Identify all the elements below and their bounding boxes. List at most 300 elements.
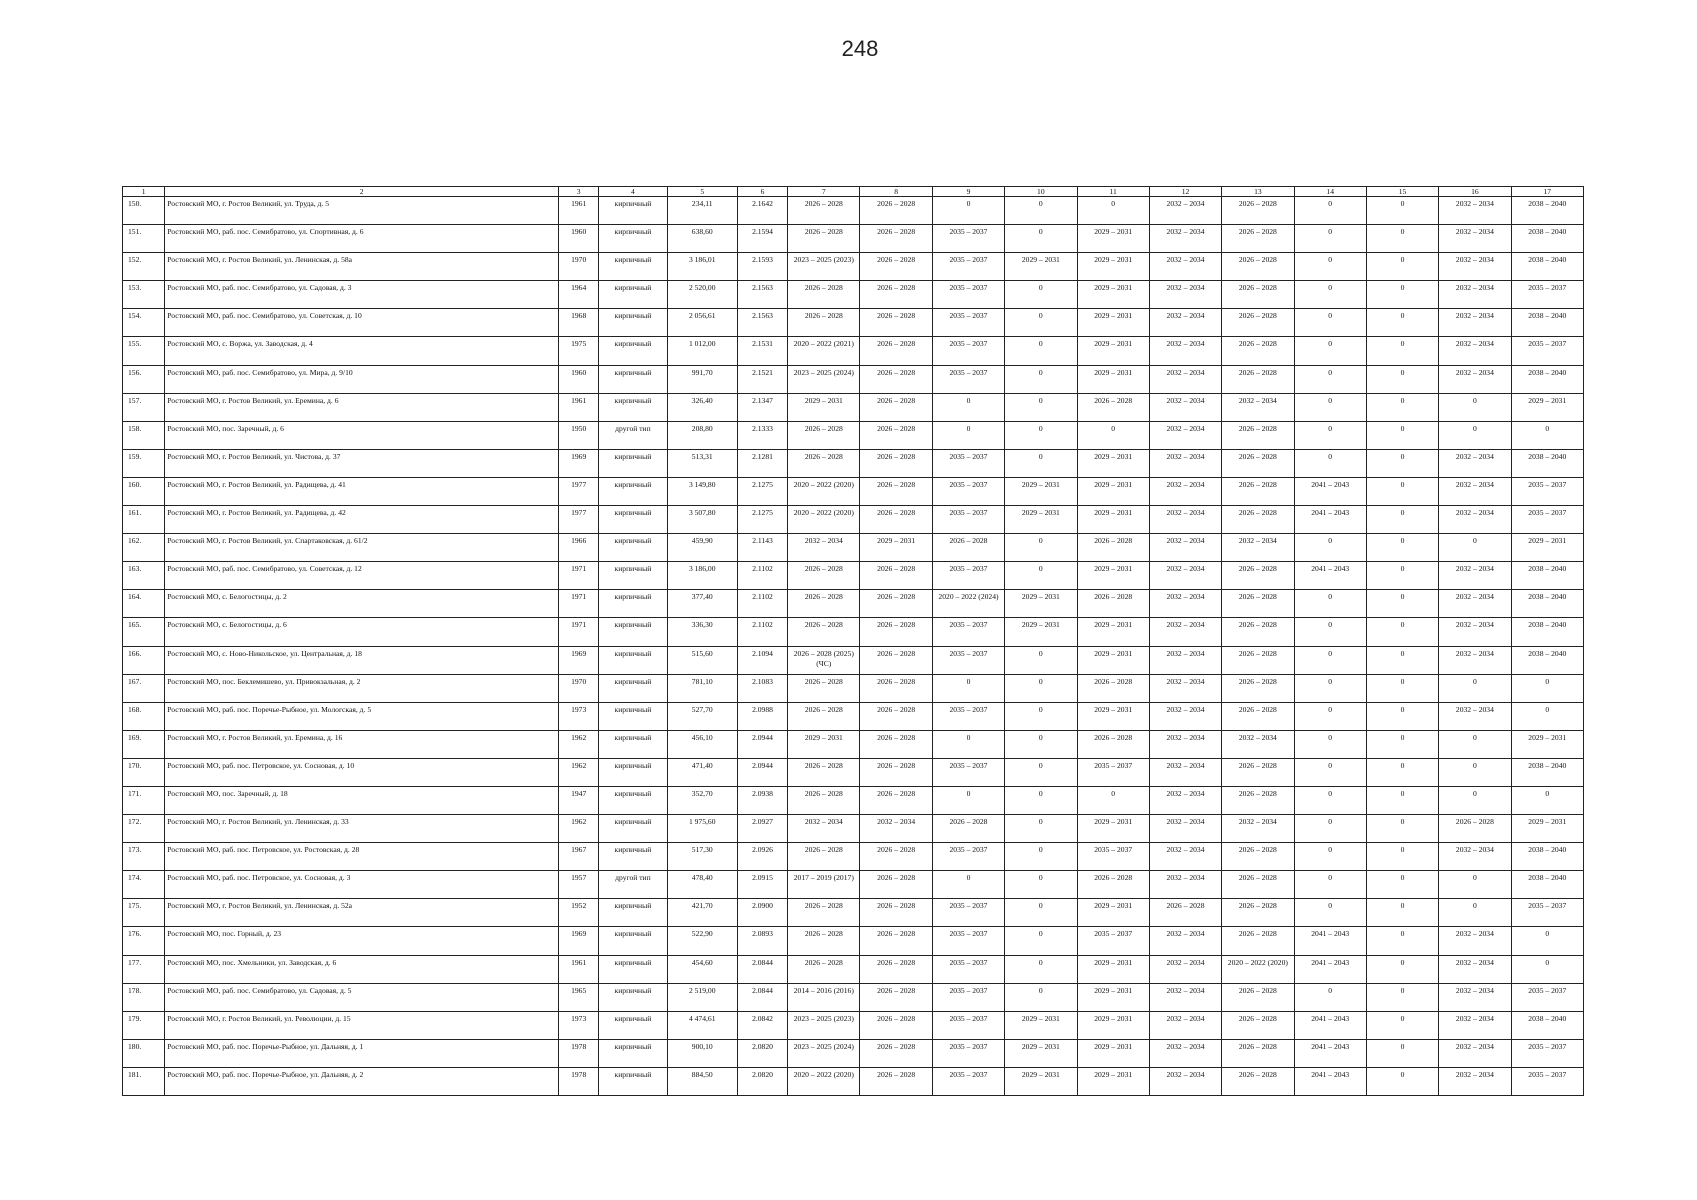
table-cell: кирпичный [599, 955, 667, 983]
table-cell: 0 [1294, 534, 1366, 562]
table-cell: 0 [1366, 674, 1438, 702]
table-cell: 0 [1294, 871, 1366, 899]
table-cell: 2035 – 2037 [932, 646, 1004, 674]
table-cell: 2032 – 2034 [1149, 730, 1221, 758]
table-cell: 2026 – 2028 [860, 955, 932, 983]
table-cell: 2032 – 2034 [1149, 815, 1221, 843]
table-cell: 2032 – 2034 [860, 815, 932, 843]
table-cell: 2029 – 2031 [1005, 1011, 1077, 1039]
table-cell: 163. [123, 562, 165, 590]
table-cell: 2026 – 2028 [860, 899, 932, 927]
table-cell: кирпичный [599, 674, 667, 702]
table-cell: 2026 – 2028 [1077, 590, 1149, 618]
table-cell: Ростовский МО, пос. Горный, д. 23 [165, 927, 559, 955]
table-cell: 2.0900 [737, 899, 787, 927]
table-cell: 2026 – 2028 [1077, 730, 1149, 758]
column-header: 14 [1294, 187, 1366, 197]
table-cell: 2.0988 [737, 702, 787, 730]
table-cell: 0 [1005, 758, 1077, 786]
table-cell: 2026 – 2028 [1222, 983, 1294, 1011]
table-cell: 0 [1294, 899, 1366, 927]
table-cell: 0 [1366, 786, 1438, 814]
table-cell: 2035 – 2037 [1077, 843, 1149, 871]
table-cell: 2026 – 2028 [1222, 871, 1294, 899]
column-header: 8 [860, 187, 932, 197]
table-cell: 0 [1294, 197, 1366, 225]
table-row [123, 197, 1584, 225]
table-cell: 2026 – 2028 [1077, 393, 1149, 421]
table-cell: 0 [1366, 562, 1438, 590]
table-cell: 0 [1294, 646, 1366, 674]
table-cell: 2032 – 2034 [1149, 758, 1221, 786]
table-cell: кирпичный [599, 702, 667, 730]
table-cell: 0 [1005, 815, 1077, 843]
table-cell: 0 [1005, 646, 1077, 674]
table-cell: 2032 – 2034 [1149, 477, 1221, 505]
table-cell: 2029 – 2031 [788, 393, 860, 421]
table-cell: 2035 – 2037 [932, 309, 1004, 337]
table-cell: 1960 [559, 365, 599, 393]
table-cell: 2035 – 2037 [932, 955, 1004, 983]
table-cell: 0 [932, 674, 1004, 702]
table-cell: 1967 [559, 843, 599, 871]
table-cell: 177. [123, 955, 165, 983]
table-cell: 2032 – 2034 [1439, 477, 1511, 505]
table-cell: 2026 – 2028 [932, 534, 1004, 562]
table-cell: 1961 [559, 955, 599, 983]
table-cell: 2035 – 2037 [1511, 506, 1583, 534]
table-cell: 0 [1366, 1039, 1438, 1067]
table-cell: 0 [1005, 337, 1077, 365]
column-header: 11 [1077, 187, 1149, 197]
table-cell: 2032 – 2034 [1149, 281, 1221, 309]
table-cell: 2020 – 2022 (2020) [788, 1067, 860, 1095]
table-cell: 2029 – 2031 [1077, 365, 1149, 393]
column-header: 12 [1149, 187, 1221, 197]
table-cell: 2026 – 2028 [860, 786, 932, 814]
table-cell: 2026 – 2028 [1222, 477, 1294, 505]
table-cell: 0 [1005, 281, 1077, 309]
table-cell: 164. [123, 590, 165, 618]
table-cell: 2029 – 2031 [1077, 309, 1149, 337]
table-cell: 2029 – 2031 [1005, 590, 1077, 618]
table-cell: 2026 – 2028 [788, 927, 860, 955]
table-cell: 2026 – 2028 [1222, 674, 1294, 702]
table-cell: 2032 – 2034 [1149, 197, 1221, 225]
table-cell: 352,70 [667, 786, 737, 814]
table-cell: 0 [1005, 562, 1077, 590]
table-cell: Ростовский МО, г. Ростов Великий, ул. Спартаковская, д. 61/2 [165, 534, 559, 562]
table-cell: 0 [932, 393, 1004, 421]
table-cell: 2029 – 2031 [1005, 506, 1077, 534]
table-row [123, 393, 1584, 421]
table-cell: 2020 – 2022 (2020) [1222, 955, 1294, 983]
table-row [123, 1067, 1584, 1095]
table-cell: 2.1275 [737, 477, 787, 505]
table-cell: 2026 – 2028 [1222, 421, 1294, 449]
table-cell: 2026 – 2028 [1222, 843, 1294, 871]
table-cell: Ростовский МО, г. Ростов Великий, ул. Еремина, д. 6 [165, 393, 559, 421]
table-cell: 2032 – 2034 [788, 815, 860, 843]
table-cell: Ростовский МО, г. Ростов Великий, ул. Радищева, д. 41 [165, 477, 559, 505]
table-cell: 2032 – 2034 [788, 534, 860, 562]
table-cell: 3 186,00 [667, 562, 737, 590]
table-cell: 2041 – 2043 [1294, 1067, 1366, 1095]
table-cell: 1969 [559, 927, 599, 955]
table-cell: 162. [123, 534, 165, 562]
column-header: 1 [123, 187, 165, 197]
table-cell: 2029 – 2031 [1077, 506, 1149, 534]
table-cell: 2026 – 2028 [1222, 1011, 1294, 1039]
table-cell: 181. [123, 1067, 165, 1095]
table-row [123, 365, 1584, 393]
table-cell: 2035 – 2037 [932, 337, 1004, 365]
table-cell: 1960 [559, 225, 599, 253]
table-cell: 2035 – 2037 [932, 1011, 1004, 1039]
table-cell: 2.0842 [737, 1011, 787, 1039]
table-cell: кирпичный [599, 477, 667, 505]
table-row [123, 871, 1584, 899]
table-cell: 2032 – 2034 [1439, 449, 1511, 477]
table-cell: Ростовский МО, г. Ростов Великий, ул. Ленинская, д. 58а [165, 253, 559, 281]
column-header: 15 [1366, 187, 1438, 197]
table-cell: 165. [123, 618, 165, 646]
table-cell: 2026 – 2028 [788, 421, 860, 449]
table-row [123, 786, 1584, 814]
table-cell: 175. [123, 899, 165, 927]
table-cell: 2023 – 2025 (2024) [788, 365, 860, 393]
table-cell: 2032 – 2034 [1439, 927, 1511, 955]
table-cell: 2023 – 2025 (2023) [788, 253, 860, 281]
table-cell: 2020 – 2022 (2020) [788, 477, 860, 505]
table-cell: 2026 – 2028 [788, 309, 860, 337]
table-cell: кирпичный [599, 337, 667, 365]
table-cell: 1964 [559, 281, 599, 309]
table-row [123, 815, 1584, 843]
table-cell: 2035 – 2037 [1511, 477, 1583, 505]
table-cell: 2026 – 2028 [860, 365, 932, 393]
table-cell: 2029 – 2031 [1511, 730, 1583, 758]
table-cell: 0 [932, 197, 1004, 225]
table-cell: 2032 – 2034 [1149, 983, 1221, 1011]
table-cell: 2029 – 2031 [1077, 983, 1149, 1011]
table-cell: 0 [1294, 281, 1366, 309]
table-cell: 2026 – 2028 [1222, 449, 1294, 477]
table-cell: Ростовский МО, пос. Заречный, д. 6 [165, 421, 559, 449]
table-cell: 2029 – 2031 [1077, 618, 1149, 646]
table-cell: 1 012,00 [667, 337, 737, 365]
table-cell: 234,11 [667, 197, 737, 225]
table-cell: 0 [1005, 393, 1077, 421]
table-cell: 2026 – 2028 [860, 674, 932, 702]
table-cell: 2026 – 2028 [860, 618, 932, 646]
table-cell: кирпичный [599, 786, 667, 814]
table-cell: 174. [123, 871, 165, 899]
table-cell: 2026 – 2028 [788, 197, 860, 225]
table-cell: 2038 – 2040 [1511, 1011, 1583, 1039]
table-cell: 2026 – 2028 [1077, 534, 1149, 562]
table-cell: 2032 – 2034 [1439, 281, 1511, 309]
table-cell: 2026 – 2028 [860, 449, 932, 477]
table-cell: 2032 – 2034 [1149, 309, 1221, 337]
table-cell: 2.1143 [737, 534, 787, 562]
table-cell: 2032 – 2034 [1149, 702, 1221, 730]
table-cell: 157. [123, 393, 165, 421]
table-cell: Ростовский МО, г. Ростов Великий, ул. Труда, д. 5 [165, 197, 559, 225]
table-cell: кирпичный [599, 815, 667, 843]
table-row [123, 590, 1584, 618]
table-row [123, 253, 1584, 281]
table-cell: 513,31 [667, 449, 737, 477]
table-cell: Ростовский МО, с. Ново-Никольское, ул. Центральная, д. 18 [165, 646, 559, 674]
table-cell: 2029 – 2031 [1005, 618, 1077, 646]
table-body [123, 197, 1584, 1096]
table-cell: 0 [1439, 899, 1511, 927]
table-cell: 0 [1366, 365, 1438, 393]
table-cell: 2026 – 2028 [860, 393, 932, 421]
table-cell: кирпичный [599, 1039, 667, 1067]
table-cell: 0 [1005, 955, 1077, 983]
table-cell: 0 [1294, 983, 1366, 1011]
table-cell: 2.0926 [737, 843, 787, 871]
table-cell: 2026 – 2028 [1222, 702, 1294, 730]
table-cell: Ростовский МО, раб. пос. Семибратово, ул. Спортивная, д. 6 [165, 225, 559, 253]
table-cell: 0 [1005, 674, 1077, 702]
table-cell: 2032 – 2034 [1439, 562, 1511, 590]
table-cell: 2.1102 [737, 618, 787, 646]
table-cell: 2032 – 2034 [1439, 702, 1511, 730]
table-cell: 1977 [559, 506, 599, 534]
table-cell: 2038 – 2040 [1511, 618, 1583, 646]
table-cell: 3 149,80 [667, 477, 737, 505]
table-cell: кирпичный [599, 365, 667, 393]
table-cell: 2029 – 2031 [788, 730, 860, 758]
table-cell: 2038 – 2040 [1511, 646, 1583, 674]
table-row [123, 225, 1584, 253]
table-cell: 1950 [559, 421, 599, 449]
table-cell: 2035 – 2037 [1511, 1067, 1583, 1095]
table-cell: 2041 – 2043 [1294, 506, 1366, 534]
table-cell: 0 [932, 786, 1004, 814]
table-cell: 336,30 [667, 618, 737, 646]
table-cell: кирпичный [599, 590, 667, 618]
table-cell: 527,70 [667, 702, 737, 730]
table-cell: 2035 – 2037 [1077, 758, 1149, 786]
table-cell: 2032 – 2034 [1439, 309, 1511, 337]
table-cell: 1969 [559, 646, 599, 674]
table-cell: 1957 [559, 871, 599, 899]
table-cell: кирпичный [599, 506, 667, 534]
table-cell: 0 [1005, 899, 1077, 927]
table-cell: 0 [932, 871, 1004, 899]
table-cell: 2026 – 2028 [1077, 871, 1149, 899]
table-cell: 0 [1294, 393, 1366, 421]
table-cell: 2041 – 2043 [1294, 1039, 1366, 1067]
table-cell: 2035 – 2037 [932, 253, 1004, 281]
column-header: 7 [788, 187, 860, 197]
table-row [123, 674, 1584, 702]
table-cell: 0 [1005, 843, 1077, 871]
table-cell: 0 [1511, 674, 1583, 702]
table-cell: кирпичный [599, 225, 667, 253]
table-cell: Ростовский МО, пос. Заречный, д. 18 [165, 786, 559, 814]
table-cell: 2035 – 2037 [932, 562, 1004, 590]
table-row [123, 702, 1584, 730]
table-cell: 0 [1366, 843, 1438, 871]
table-cell: 2038 – 2040 [1511, 449, 1583, 477]
table-cell: 2032 – 2034 [1149, 506, 1221, 534]
table-cell: 456,10 [667, 730, 737, 758]
table-cell: 2032 – 2034 [1149, 449, 1221, 477]
table-row [123, 983, 1584, 1011]
table-row [123, 758, 1584, 786]
column-header: 6 [737, 187, 787, 197]
table-cell: 2038 – 2040 [1511, 758, 1583, 786]
table-cell: 2.0927 [737, 815, 787, 843]
table-cell: кирпичный [599, 393, 667, 421]
table-cell: 2032 – 2034 [1439, 506, 1511, 534]
table-cell: 0 [1294, 225, 1366, 253]
table-cell: 2032 – 2034 [1149, 562, 1221, 590]
table-cell: 2035 – 2037 [932, 281, 1004, 309]
table-cell: 2029 – 2031 [1511, 534, 1583, 562]
table-row [123, 477, 1584, 505]
table-cell: 2032 – 2034 [1149, 1067, 1221, 1095]
table-cell: 0 [1005, 534, 1077, 562]
table-cell: кирпичный [599, 253, 667, 281]
table-cell: 781,10 [667, 674, 737, 702]
table-cell: 2026 – 2028 [860, 983, 932, 1011]
table-cell: 2026 – 2028 [788, 843, 860, 871]
table-cell: 0 [1005, 449, 1077, 477]
table-cell: 2026 – 2028 [860, 421, 932, 449]
table-cell: 2029 – 2031 [860, 534, 932, 562]
table-cell: 2032 – 2034 [1149, 253, 1221, 281]
table-cell: 0 [1439, 730, 1511, 758]
table-cell: 2035 – 2037 [932, 225, 1004, 253]
table-cell: 0 [1005, 786, 1077, 814]
table-row [123, 730, 1584, 758]
table-cell: 2032 – 2034 [1149, 393, 1221, 421]
table-cell: 2026 – 2028 [788, 758, 860, 786]
table-row [123, 337, 1584, 365]
table-cell: 2029 – 2031 [1077, 1067, 1149, 1095]
table-cell: 2035 – 2037 [932, 449, 1004, 477]
table-cell: 2026 – 2028 [1222, 309, 1294, 337]
table-cell: 900,10 [667, 1039, 737, 1067]
table-cell: 1975 [559, 337, 599, 365]
table-cell: 0 [1005, 225, 1077, 253]
table-cell: 638,60 [667, 225, 737, 253]
table-cell: 2029 – 2031 [1077, 562, 1149, 590]
table-cell: 159. [123, 449, 165, 477]
table-cell: 2041 – 2043 [1294, 955, 1366, 983]
table-cell: кирпичный [599, 1011, 667, 1039]
table-cell: 0 [1366, 927, 1438, 955]
table-cell: 2032 – 2034 [1439, 337, 1511, 365]
table-cell: 0 [1511, 702, 1583, 730]
table-cell: 2029 – 2031 [1077, 646, 1149, 674]
table-cell: 522,90 [667, 927, 737, 955]
table-cell: 2026 – 2028 [860, 1067, 932, 1095]
table-cell: 0 [1366, 1011, 1438, 1039]
table-cell: 2.0938 [737, 786, 787, 814]
table-cell: 2038 – 2040 [1511, 197, 1583, 225]
table-cell: 2035 – 2037 [932, 365, 1004, 393]
table-cell: 2026 – 2028 [1222, 1039, 1294, 1067]
table-cell: 0 [1005, 871, 1077, 899]
table-cell: 1962 [559, 815, 599, 843]
table-cell: 2032 – 2034 [1439, 843, 1511, 871]
table-cell: 2032 – 2034 [1149, 786, 1221, 814]
table-cell: 0 [1005, 309, 1077, 337]
table-cell: 2.1275 [737, 506, 787, 534]
table-cell: 2026 – 2028 [788, 702, 860, 730]
table-cell: Ростовский МО, раб. пос. Петровское, ул. Ростовская, д. 28 [165, 843, 559, 871]
table-cell: 2032 – 2034 [1439, 1067, 1511, 1095]
table-cell: 2032 – 2034 [1439, 618, 1511, 646]
table-cell: 2035 – 2037 [932, 899, 1004, 927]
table-cell: 1971 [559, 618, 599, 646]
table-cell: 2038 – 2040 [1511, 365, 1583, 393]
table-cell: 0 [1366, 506, 1438, 534]
table-cell: 2026 – 2028 [1222, 618, 1294, 646]
table-cell: 1961 [559, 197, 599, 225]
table-cell: 2029 – 2031 [1077, 253, 1149, 281]
table-cell: 0 [1294, 253, 1366, 281]
table-cell: 0 [1366, 871, 1438, 899]
table-cell: 0 [1366, 197, 1438, 225]
table-cell: 2041 – 2043 [1294, 1011, 1366, 1039]
table-cell: 1970 [559, 253, 599, 281]
register-table-container [122, 186, 1584, 1096]
table-cell: 0 [1366, 337, 1438, 365]
table-cell: 2032 – 2034 [1222, 534, 1294, 562]
table-cell: 0 [1511, 786, 1583, 814]
table-cell: 2026 – 2028 [860, 477, 932, 505]
table-cell: 0 [1439, 393, 1511, 421]
table-cell: 2032 – 2034 [1149, 674, 1221, 702]
table-cell: 2026 – 2028 [860, 590, 932, 618]
table-cell: 0 [1366, 955, 1438, 983]
table-cell: кирпичный [599, 927, 667, 955]
table-cell: 2026 – 2028 [1222, 365, 1294, 393]
table-cell: 2.1563 [737, 281, 787, 309]
table-cell: 2038 – 2040 [1511, 843, 1583, 871]
table-cell: 2026 – 2028 [860, 927, 932, 955]
table-row [123, 1011, 1584, 1039]
table-cell: 2035 – 2037 [1511, 281, 1583, 309]
table-cell: 2035 – 2037 [1511, 899, 1583, 927]
table-cell: Ростовский МО, раб. пос. Петровское, ул. Сосновая, д. 10 [165, 758, 559, 786]
table-cell: 0 [1366, 449, 1438, 477]
table-cell: кирпичный [599, 309, 667, 337]
table-cell: Ростовский МО, г. Ростов Великий, ул. Революции, д. 15 [165, 1011, 559, 1039]
table-cell: 2029 – 2031 [1005, 477, 1077, 505]
table-cell: 150. [123, 197, 165, 225]
table-cell: 2029 – 2031 [1005, 1039, 1077, 1067]
table-cell: 0 [932, 730, 1004, 758]
table-cell: 1970 [559, 674, 599, 702]
table-cell: 0 [1005, 983, 1077, 1011]
table-cell: 1965 [559, 983, 599, 1011]
table-cell: 2026 – 2028 [788, 225, 860, 253]
table-cell: 180. [123, 1039, 165, 1067]
table-cell: 2.1594 [737, 225, 787, 253]
table-cell: 0 [1366, 253, 1438, 281]
table-cell: Ростовский МО, с. Белогостицы, д. 2 [165, 590, 559, 618]
table-cell: 1971 [559, 562, 599, 590]
